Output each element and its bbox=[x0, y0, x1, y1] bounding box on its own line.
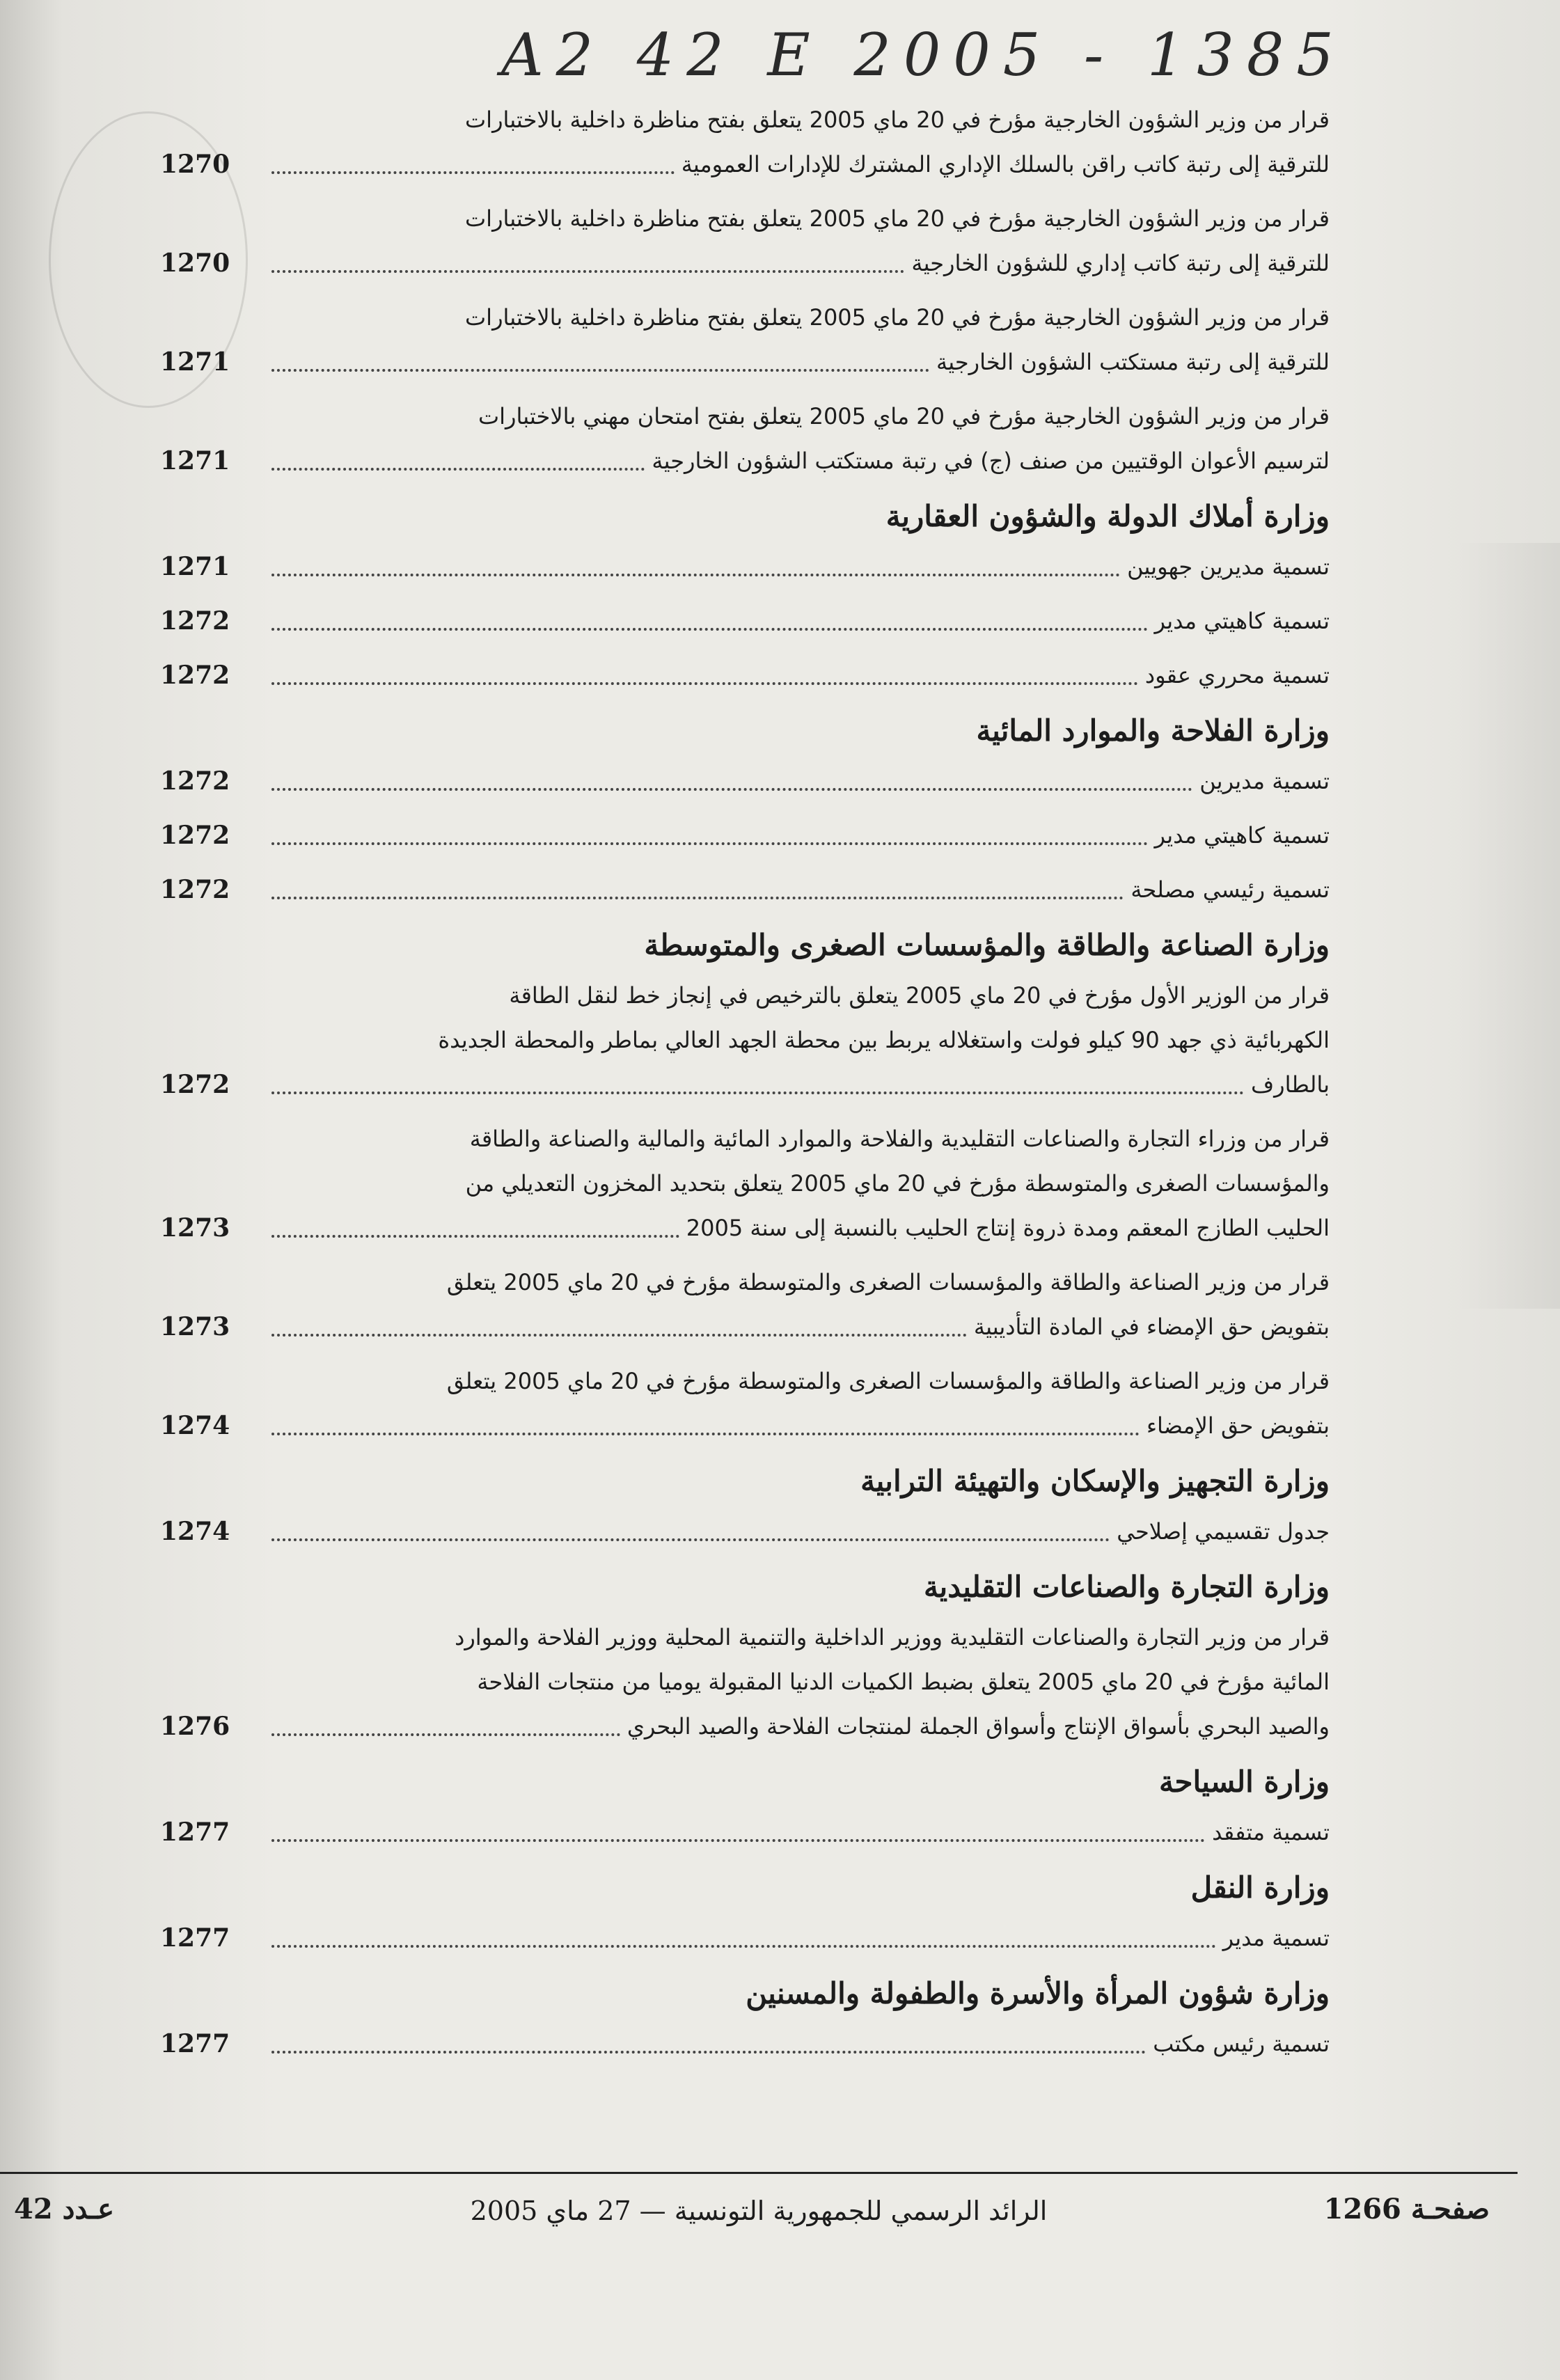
entry-page-number: 1272 bbox=[160, 1070, 230, 1099]
entry-line: للترقية إلى رتبة مستكتب الشؤون الخارجية bbox=[936, 349, 1330, 375]
entry-page-number: 1270 bbox=[160, 249, 230, 278]
entry-text bbox=[265, 1117, 1330, 1250]
entry-text bbox=[265, 759, 1330, 803]
dot-leader bbox=[271, 628, 1148, 631]
entry-line: تسمية مدير bbox=[1222, 1925, 1330, 1951]
dot-leader bbox=[271, 1433, 1140, 1435]
toc-entry bbox=[160, 544, 1330, 589]
entry-page-number: 1273 bbox=[160, 1213, 230, 1243]
entry-page-number: 1274 bbox=[160, 1517, 230, 1546]
toc-entry bbox=[160, 1260, 1330, 1349]
entry-page-number: 1277 bbox=[160, 2029, 230, 2058]
page-number: صفحـة 1266 bbox=[1323, 2193, 1490, 2225]
entry-text bbox=[265, 97, 1330, 187]
toc-entry bbox=[160, 1810, 1330, 1854]
toc-section bbox=[160, 496, 1330, 698]
entry-line: قرار من وزير الصناعة والطاقة والمؤسسات الصغرى والمتوسطة مؤرخ في 20 ماي 2005 يتعلق bbox=[446, 1368, 1330, 1394]
toc-entry bbox=[160, 599, 1330, 643]
entry-text bbox=[265, 867, 1330, 912]
dot-leader bbox=[271, 897, 1124, 899]
dot-leader bbox=[271, 842, 1148, 845]
entry-page-number: 1272 bbox=[160, 875, 230, 904]
entry-page-number: 1277 bbox=[160, 1818, 230, 1847]
entry-line: قرار من وزير التجارة والصناعات التقليدية ووزير الداخلية والتنمية المحلية ووزير الفلاحة والموارد bbox=[455, 1624, 1330, 1650]
entry-page-number: 1272 bbox=[160, 821, 230, 850]
dot-leader bbox=[271, 1733, 620, 1736]
table-of-contents bbox=[160, 97, 1330, 2172]
entry-line: والمؤسسات الصغرى والمتوسطة مؤرخ في 20 ماي 2005 يتعلق بتحديد المخزون التعديلي من bbox=[465, 1170, 1330, 1197]
dot-leader bbox=[271, 1839, 1205, 1842]
entry-text bbox=[265, 1916, 1330, 1960]
entry-text bbox=[265, 1260, 1330, 1349]
entry-line: قرار من وزير الصناعة والطاقة والمؤسسات الصغرى والمتوسطة مؤرخ في 20 ماي 2005 يتعلق bbox=[446, 1269, 1330, 1295]
footer-rule bbox=[0, 2172, 1518, 2174]
entry-page-number: 1272 bbox=[160, 661, 230, 690]
entry-page-number: 1276 bbox=[160, 1712, 230, 1741]
toc-entry bbox=[160, 1359, 1330, 1448]
entry-line: تسمية رئيسي مصلحة bbox=[1130, 876, 1330, 903]
toc-entry bbox=[160, 394, 1330, 483]
entry-line: قرار من وزراء التجارة والصناعات التقليدية والفلاحة والموارد المائية والمالية والصناعة والطاقة bbox=[469, 1126, 1330, 1152]
entry-line: قرار من وزير الشؤون الخارجية مؤرخ في 20 ماي 2005 يتعلق بفتح امتحان مهني بالاختبارات bbox=[478, 403, 1330, 429]
toc-entry bbox=[160, 813, 1330, 858]
toc-section bbox=[160, 1973, 1330, 2066]
entry-line: قرار من وزير الشؤون الخارجية مؤرخ في 20 ماي 2005 يتعلق بفتح مناظرة داخلية بالاختبارات bbox=[465, 205, 1330, 232]
toc-entry bbox=[160, 1916, 1330, 1960]
dot-leader bbox=[271, 1092, 1244, 1094]
entry-line: بالطارف bbox=[1250, 1071, 1330, 1098]
entry-line: بتفويض حق الإمضاء في المادة التأديبية bbox=[973, 1314, 1330, 1340]
entry-text bbox=[265, 544, 1330, 589]
entry-line: تسمية مديرين جهويين bbox=[1127, 553, 1330, 580]
section-title: وزارة التجهيز والإسكان والتهيئة الترابية bbox=[860, 1464, 1330, 1498]
entry-page-number: 1273 bbox=[160, 1312, 230, 1341]
entry-text bbox=[265, 295, 1330, 384]
entry-line: بتفويض حق الإمضاء bbox=[1146, 1412, 1330, 1439]
toc-section bbox=[160, 1867, 1330, 1960]
dot-leader bbox=[271, 171, 675, 174]
entry-text bbox=[265, 1509, 1330, 1554]
toc-entry bbox=[160, 2022, 1330, 2066]
toc-entry bbox=[160, 295, 1330, 384]
section-title: وزارة أملاك الدولة والشؤون العقارية bbox=[885, 499, 1330, 533]
toc-entry bbox=[160, 1117, 1330, 1250]
entry-line: قرار من وزير الشؤون الخارجية مؤرخ في 20 ماي 2005 يتعلق بفتح مناظرة داخلية بالاختبارات bbox=[465, 304, 1330, 331]
journal-title: الرائد الرسمي للجمهورية التونسية — 27 ماي 2005 bbox=[470, 2196, 1048, 2226]
entry-text bbox=[265, 2022, 1330, 2066]
entry-text bbox=[265, 196, 1330, 285]
entry-page-number: 1270 bbox=[160, 150, 230, 179]
entry-line: تسمية كاهيتي مدير bbox=[1154, 608, 1330, 634]
entry-page-number: 1272 bbox=[160, 766, 230, 796]
entry-page-number: 1271 bbox=[160, 347, 230, 377]
entry-text bbox=[265, 653, 1330, 698]
entry-page-number: 1271 bbox=[160, 446, 230, 475]
entry-line: تسمية محرري عقود bbox=[1144, 662, 1330, 688]
toc-entry bbox=[160, 1615, 1330, 1749]
toc-entry bbox=[160, 867, 1330, 912]
dot-leader bbox=[271, 2051, 1146, 2054]
handwritten-note: A2 42 E 2005 - 1385 bbox=[501, 21, 1346, 89]
toc-entry bbox=[160, 1509, 1330, 1554]
toc-section bbox=[160, 1566, 1330, 1749]
entry-line: للترقية إلى رتبة كاتب راقن بالسلك الإداري المشترك للإدارات العمومية bbox=[681, 151, 1330, 178]
dot-leader bbox=[271, 1538, 1110, 1541]
entry-text bbox=[265, 599, 1330, 643]
toc-section bbox=[160, 710, 1330, 912]
entry-line: قرار من وزير الشؤون الخارجية مؤرخ في 20 ماي 2005 يتعلق بفتح مناظرة داخلية بالاختبارات bbox=[465, 107, 1330, 133]
entry-text bbox=[265, 1810, 1330, 1854]
dot-leader bbox=[271, 1334, 967, 1337]
issue-number: عـدد 42 bbox=[14, 2193, 114, 2225]
toc-section bbox=[160, 1761, 1330, 1854]
entry-page-number: 1272 bbox=[160, 606, 230, 636]
toc-entry bbox=[160, 759, 1330, 803]
entry-text bbox=[265, 394, 1330, 483]
entry-page-number: 1277 bbox=[160, 1923, 230, 1953]
entry-line: تسمية رئيس مكتب bbox=[1153, 2031, 1330, 2057]
dot-leader bbox=[271, 270, 904, 273]
toc-entry bbox=[160, 653, 1330, 698]
toc-entry bbox=[160, 973, 1330, 1107]
entry-line: تسمية متفقد bbox=[1212, 1819, 1330, 1845]
bleed-through bbox=[1456, 543, 1560, 1309]
section-title: وزارة النقل bbox=[1190, 1870, 1330, 1905]
entry-line: الحليب الطازج المعقم ومدة ذروة إنتاج الحليب بالنسبة إلى سنة 2005 bbox=[686, 1215, 1330, 1241]
toc-section bbox=[160, 97, 1330, 483]
dot-leader bbox=[271, 1235, 679, 1238]
entry-line: تسمية مديرين bbox=[1199, 768, 1330, 794]
entry-page-number: 1274 bbox=[160, 1411, 230, 1440]
page-footer bbox=[0, 2193, 1518, 2241]
section-title: وزارة التجارة والصناعات التقليدية bbox=[924, 1570, 1330, 1604]
entry-line: تسمية كاهيتي مدير bbox=[1154, 822, 1330, 849]
entry-line: للترقية إلى رتبة كاتب إداري للشؤون الخارجية bbox=[911, 250, 1330, 276]
toc-section bbox=[160, 924, 1330, 1448]
toc-section bbox=[160, 1460, 1330, 1554]
dot-leader bbox=[271, 369, 929, 372]
toc-entry bbox=[160, 196, 1330, 285]
entry-line: قرار من الوزير الأول مؤرخ في 20 ماي 2005 يتعلق بالترخيص في إنجاز خط لنقل الطاقة bbox=[509, 982, 1330, 1009]
entry-line: الكهربائية ذي جهد 90 كيلو فولت واستغلاله يربط بين محطة الجهد العالي بماطر والمحطة الجديدة bbox=[438, 1027, 1330, 1053]
dot-leader bbox=[271, 574, 1120, 576]
section-title: وزارة شؤون المرأة والأسرة والطفولة والمسنين bbox=[746, 1976, 1330, 2010]
entry-text bbox=[265, 813, 1330, 858]
entry-page-number: 1271 bbox=[160, 552, 230, 581]
dot-leader bbox=[271, 788, 1192, 791]
entry-text bbox=[265, 1359, 1330, 1448]
entry-line: لترسيم الأعوان الوقتيين من صنف (ج) في رتبة مستكتب الشؤون الخارجية bbox=[652, 448, 1330, 474]
entry-line: جدول تقسيمي إصلاحي bbox=[1117, 1518, 1330, 1545]
dot-leader bbox=[271, 1945, 1216, 1948]
section-title: وزارة الفلاحة والموارد المائية bbox=[976, 714, 1330, 748]
entry-text bbox=[265, 973, 1330, 1107]
toc-entry bbox=[160, 97, 1330, 187]
dot-leader bbox=[271, 468, 645, 471]
section-title: وزارة السياحة bbox=[1158, 1765, 1330, 1799]
section-title: وزارة الصناعة والطاقة والمؤسسات الصغرى والمتوسطة bbox=[644, 928, 1330, 962]
entry-line: والصيد البحري بأسواق الإنتاج وأسواق الجملة لمنتجات الفلاحة والصيد البحري bbox=[627, 1713, 1330, 1740]
entry-line: المائية مؤرخ في 20 ماي 2005 يتعلق بضبط الكميات الدنيا المقبولة يوميا من منتجات الفلاحة bbox=[477, 1669, 1330, 1695]
entry-text bbox=[265, 1615, 1330, 1749]
dot-leader bbox=[271, 682, 1138, 685]
